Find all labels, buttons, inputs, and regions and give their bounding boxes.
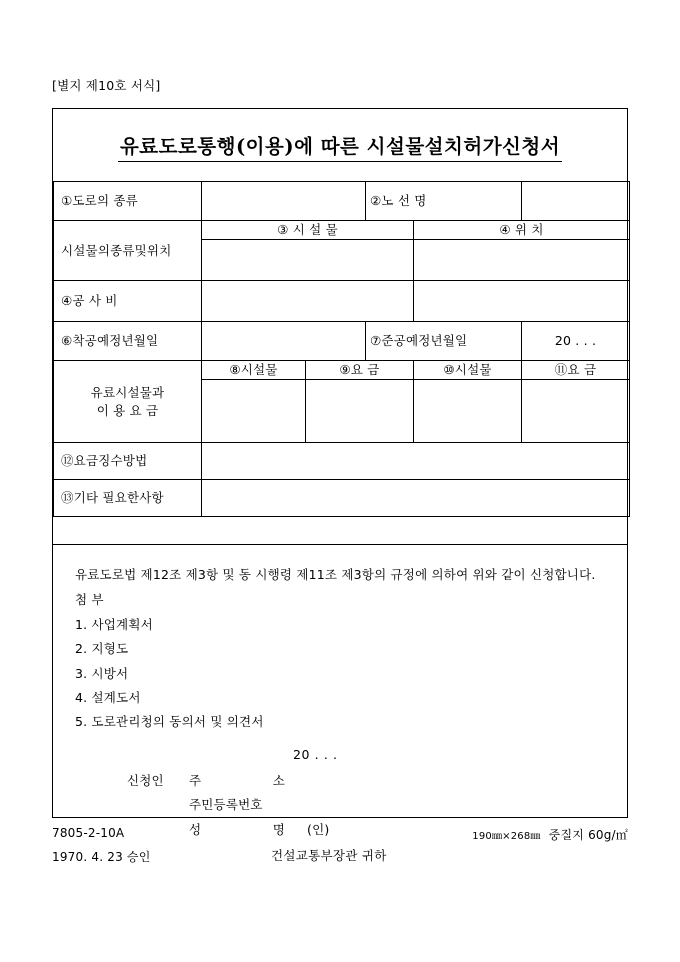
header-toll-fee-2: ⑪요 금 (522, 361, 630, 380)
table-row-dates (54, 322, 630, 361)
label-completion-date: ⑦준공예정년월일 (366, 322, 522, 361)
footer-approval-date: 1970. 4. 23 승인 (52, 850, 151, 864)
value-toll-facility-1[interactable] (202, 380, 306, 443)
table-row-toll-header (54, 361, 630, 380)
label-route-name: ②노 선 명 (366, 182, 522, 221)
table-row-facility-header (54, 221, 630, 240)
value-location[interactable] (414, 240, 630, 281)
value-construction-cost-right[interactable] (414, 281, 630, 322)
value-completion-date[interactable]: 20 . . . (522, 322, 630, 361)
value-toll-fee-1[interactable] (306, 380, 414, 443)
list-item: 2. 지형도 (75, 641, 129, 657)
title-container (53, 131, 627, 162)
value-other-matters[interactable] (202, 480, 630, 517)
value-toll-facility-2[interactable] (414, 380, 522, 443)
footer-paper-size: 190㎜×268㎜ (472, 831, 541, 842)
statement-paragraph: 유료도로법 제12조 제3항 및 동 시행령 제11조 제3항의 규정에 의하여 위와 같이 신청합니다. (75, 567, 596, 582)
signature-date-line[interactable]: 20 . . . (293, 746, 338, 762)
header-facility: ③ 시 설 물 (202, 221, 414, 240)
label-other-matters: ⑬기타 필요한사항 (54, 480, 202, 517)
signature-row-resident-number (75, 793, 605, 817)
applicant-label: 신청인 (127, 773, 164, 788)
page-title: 유료도로통행(이용)에 따른 시설물설치허가신청서 (118, 131, 562, 162)
attachment-heading: 첨 부 (75, 592, 104, 608)
footer-paper-type: 중질지 60g/㎡ (548, 828, 628, 842)
table-row-other-matters (54, 480, 630, 517)
value-collection-method[interactable] (202, 443, 630, 480)
label-toll-facility-fee (54, 361, 202, 443)
form-code-label: [별지 제10호 서식] (52, 78, 161, 93)
signature-row-address (75, 769, 605, 793)
value-road-type[interactable] (202, 182, 366, 221)
table-row-road-type (54, 182, 630, 221)
label-road-type: ①도로의 종류 (54, 182, 202, 221)
list-item: 1. 사업계획서 (75, 616, 153, 632)
header-toll-facility-1: ⑧시설물 (202, 361, 306, 380)
field-label-address: 주 소 (189, 773, 285, 788)
label-collection-method: ⑫요금징수방법 (54, 443, 202, 480)
label-start-date: ⑥착공예정년월일 (54, 322, 202, 361)
value-route-name[interactable] (522, 182, 630, 221)
value-toll-fee-2[interactable] (522, 380, 630, 443)
table-row-collection-method (54, 443, 630, 480)
list-item: 5. 도로관리청의 동의서 및 의견서 (75, 714, 264, 730)
footer-paper-spec (472, 826, 628, 843)
label-toll-line-1: 유료시설물과 (90, 384, 165, 400)
label-construction-cost: ④공 사 비 (54, 281, 202, 322)
page-footer (52, 826, 628, 870)
header-toll-fee-1: ⑨요 금 (306, 361, 414, 380)
list-item: 4. 설계도서 (75, 689, 141, 705)
attachment-list (75, 613, 605, 735)
footer-form-number: 7805-2-10A (52, 826, 125, 840)
recipient-line: 건설교통부장관 귀하 (271, 848, 387, 864)
value-construction-cost-left[interactable] (202, 281, 414, 322)
header-toll-facility-2: ⑩시설물 (414, 361, 522, 380)
footer-row-bottom (52, 848, 628, 870)
field-label-name: 성 명 (189, 821, 285, 837)
footer-row-top (52, 826, 628, 848)
value-facility[interactable] (202, 240, 414, 281)
label-facility-kind-location: 시설물의종류및위치 (54, 221, 202, 281)
label-toll-line-2: 이 용 요 금 (96, 402, 159, 418)
form-grid-table (53, 181, 630, 517)
field-label-resident-number: 주민등록번호 (189, 797, 263, 813)
table-row-construction-cost (54, 281, 630, 322)
list-item: 3. 시방서 (75, 665, 129, 681)
seal-mark: (인) (307, 821, 330, 837)
value-start-date[interactable] (202, 322, 366, 361)
header-location: ④ 위 치 (414, 221, 630, 240)
